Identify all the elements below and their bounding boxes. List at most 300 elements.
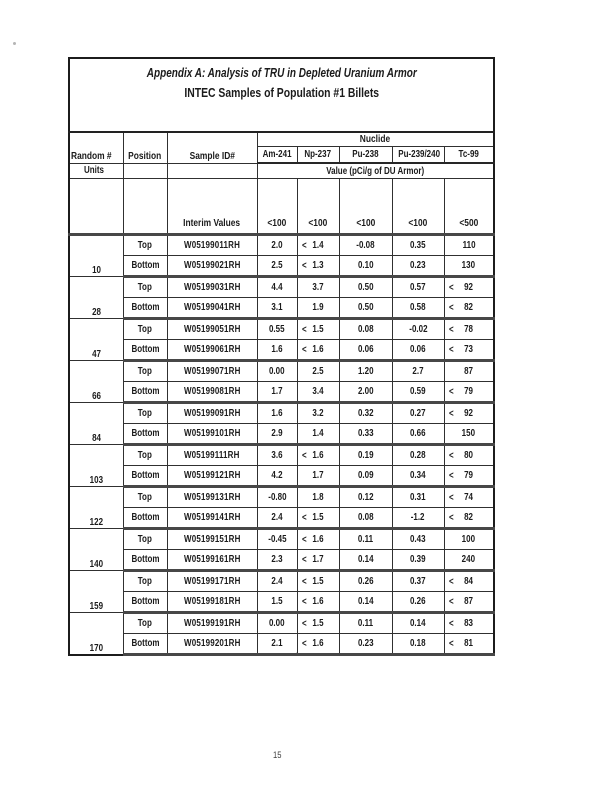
value-text: 82 [464, 512, 474, 523]
value-cell-tc99 [444, 466, 494, 487]
sample-id-text: W05199051RH [183, 324, 241, 335]
sample-id-text: W05199191RH [183, 618, 241, 629]
unit-cell [69, 529, 123, 571]
value-text: 110 [462, 240, 476, 251]
value-cell-am241 [257, 550, 297, 571]
value-cell-np237 [297, 319, 339, 340]
table-subtitle-text: INTEC Samples of Population #1 Billets [184, 84, 379, 100]
value-text: 0.19 [357, 450, 374, 461]
position-text: Top [137, 492, 153, 503]
less-than-flag: < [448, 638, 454, 649]
value-text: 2.5 [312, 366, 324, 377]
position-cell [123, 256, 167, 277]
sample-id-text: W05199181RH [183, 596, 241, 607]
value-text: 3.1 [271, 302, 283, 313]
value-text: 0.00 [269, 366, 285, 377]
value-cell-np237 [297, 298, 339, 319]
table-row [69, 340, 494, 361]
position-cell [123, 550, 167, 571]
less-than-flag: < [448, 470, 454, 481]
value-cell-am241 [257, 298, 297, 319]
position-text: Bottom [131, 638, 159, 649]
value-cell-np237 [297, 466, 339, 487]
value-text: 79 [464, 470, 474, 481]
unit-cell [69, 445, 123, 487]
position-text: Bottom [131, 386, 159, 397]
units-header [69, 163, 123, 179]
less-than-flag: < [448, 344, 454, 355]
value-cell-tc99 [444, 277, 494, 298]
less-than-flag: < [448, 386, 454, 397]
analysis-table [68, 57, 495, 656]
value-text: 100 [462, 534, 476, 545]
value-cell-pu238 [339, 298, 392, 319]
threshold-np237 [297, 179, 339, 235]
value-text: 3.7 [312, 282, 324, 293]
value-cell-pu239-240 [392, 319, 444, 340]
sample-id-cell [167, 445, 257, 466]
value-cell-am241 [257, 508, 297, 529]
value-text: 1.5 [312, 618, 324, 629]
sample-id-text: W05199041RH [183, 302, 241, 313]
value-text: 74 [464, 492, 474, 503]
position-text: Top [137, 534, 153, 545]
unit-number: 10 [91, 265, 101, 276]
appendix-title-text: Appendix A: Analysis of TRU in Depleted Uranium Armor [146, 66, 417, 80]
table-row [69, 529, 494, 550]
value-cell-tc99 [444, 613, 494, 634]
value-cell-am241 [257, 361, 297, 382]
value-text: 92 [464, 282, 474, 293]
value-text: 83 [464, 618, 474, 629]
value-units-caption [257, 163, 494, 179]
nuclide-header-pu238 [339, 147, 392, 164]
value-text: 0.11 [357, 534, 374, 545]
value-cell-tc99 [444, 361, 494, 382]
less-than-flag: < [301, 576, 307, 587]
table-row [69, 319, 494, 340]
sample-id-text: W05199121RH [183, 470, 241, 481]
unit-number: 47 [91, 349, 101, 360]
less-than-flag: < [301, 260, 307, 271]
value-text: 240 [462, 554, 476, 565]
value-text: 0.59 [410, 386, 426, 397]
value-text: 3.6 [271, 450, 283, 461]
less-than-flag: < [301, 240, 307, 251]
unit-number: 103 [89, 475, 103, 486]
value-text: 150 [462, 428, 476, 439]
value-cell-np237 [297, 424, 339, 445]
value-cell-np237 [297, 382, 339, 403]
value-text: 0.26 [410, 596, 426, 607]
value-units-caption-text: Value (pCi/g of DU Armor) [326, 165, 425, 177]
value-text: 3.4 [312, 386, 324, 397]
threshold-pu239-240-text: <100 [408, 217, 428, 230]
sample-id-header [167, 132, 257, 163]
threshold-pu239-240 [392, 179, 444, 235]
position-text: Top [137, 576, 153, 587]
value-cell-pu239-240 [392, 550, 444, 571]
value-cell-np237 [297, 529, 339, 550]
unit-cell [69, 235, 123, 277]
value-text: 82 [464, 302, 474, 313]
value-text: 1.5 [312, 512, 324, 523]
position-text: Top [137, 240, 153, 251]
table-row [69, 382, 494, 403]
value-text: 1.6 [312, 450, 324, 461]
value-text: 4.2 [271, 470, 283, 481]
table-row [69, 235, 494, 256]
sample-id-text: W05199141RH [183, 512, 241, 523]
value-text: 0.28 [410, 450, 426, 461]
position-text: Bottom [131, 428, 159, 439]
table-row [69, 277, 494, 298]
nuclide-header-pu239-240 [392, 147, 444, 164]
sample-id-text: W05199111RH [184, 450, 240, 461]
value-text: -0.80 [267, 492, 287, 503]
nuclide-header-tc99-text: Tc-99 [458, 149, 479, 160]
nuclide-header-pu239-240-text: Pu-239/240 [397, 149, 440, 160]
sample-id-cell [167, 235, 257, 256]
value-cell-pu238 [339, 592, 392, 613]
value-text: 1.7 [312, 470, 324, 481]
position-cell [123, 277, 167, 298]
value-cell-am241 [257, 466, 297, 487]
position-cell [123, 571, 167, 592]
value-cell-pu238 [339, 319, 392, 340]
value-cell-tc99 [444, 634, 494, 655]
value-cell-np237 [297, 445, 339, 466]
value-text: 0.50 [357, 302, 374, 313]
value-cell-tc99 [444, 298, 494, 319]
value-text: 0.33 [357, 428, 374, 439]
value-cell-pu238 [339, 487, 392, 508]
sample-id-cell [167, 403, 257, 424]
page-number-text: 15 [273, 750, 282, 761]
interim-values-label-text: Interim Values [183, 217, 241, 230]
sample-id-text: W05199151RH [183, 534, 241, 545]
value-cell-am241 [257, 235, 297, 256]
table-title-block [69, 58, 494, 132]
value-text: 0.06 [357, 344, 374, 355]
table-row [69, 403, 494, 424]
table-row [69, 508, 494, 529]
empty-cell [123, 163, 167, 179]
value-cell-pu238 [339, 277, 392, 298]
value-text: 1.3 [312, 260, 324, 271]
value-cell-pu238 [339, 403, 392, 424]
interim-values-label [167, 179, 257, 235]
position-text: Top [137, 324, 153, 335]
value-text: 0.39 [410, 554, 426, 565]
position-cell [123, 466, 167, 487]
value-cell-np237 [297, 361, 339, 382]
value-cell-am241 [257, 529, 297, 550]
value-cell-np237 [297, 340, 339, 361]
value-cell-np237 [297, 550, 339, 571]
less-than-flag: < [301, 534, 307, 545]
value-cell-pu239-240 [392, 466, 444, 487]
less-than-flag: < [301, 324, 307, 335]
value-cell-np237 [297, 613, 339, 634]
value-cell-np237 [297, 487, 339, 508]
value-cell-am241 [257, 382, 297, 403]
value-text: 0.58 [410, 302, 426, 313]
less-than-flag: < [301, 450, 307, 461]
value-cell-pu238 [339, 445, 392, 466]
nuclide-header-pu238-text: Pu-238 [352, 149, 379, 160]
data-rows [69, 235, 494, 655]
less-than-flag: < [301, 554, 307, 565]
less-than-flag: < [301, 618, 307, 629]
sample-id-cell [167, 361, 257, 382]
appendix-title [70, 67, 493, 81]
threshold-am241-text: <100 [267, 217, 287, 230]
value-text: 0.14 [357, 596, 374, 607]
sample-id-text: W05199081RH [183, 386, 241, 397]
value-cell-tc99 [444, 340, 494, 361]
value-cell-tc99 [444, 445, 494, 466]
less-than-flag: < [448, 618, 454, 629]
value-cell-pu238 [339, 529, 392, 550]
table-row [69, 487, 494, 508]
position-cell [123, 340, 167, 361]
table-row [69, 613, 494, 634]
position-text: Top [137, 366, 153, 377]
value-text: 130 [462, 260, 476, 271]
value-text: 0.08 [357, 324, 374, 335]
value-text: 0.12 [357, 492, 374, 503]
page-number [272, 750, 312, 761]
table-row [69, 424, 494, 445]
value-text: 0.23 [357, 638, 374, 649]
less-than-flag: < [301, 344, 307, 355]
position-text: Top [137, 282, 153, 293]
sample-id-text: W05199021RH [183, 260, 241, 271]
table-row [69, 256, 494, 277]
position-cell [123, 235, 167, 256]
position-cell [123, 445, 167, 466]
value-text: 80 [464, 450, 474, 461]
sample-id-text: W05199071RH [183, 366, 241, 377]
value-cell-np237 [297, 592, 339, 613]
value-cell-am241 [257, 319, 297, 340]
sample-id-cell [167, 382, 257, 403]
unit-number: 28 [91, 307, 101, 318]
table-row [69, 550, 494, 571]
value-cell-tc99 [444, 508, 494, 529]
value-cell-pu239-240 [392, 235, 444, 256]
value-text: 0.27 [410, 408, 426, 419]
unit-cell [69, 277, 123, 319]
value-text: 3.2 [312, 408, 324, 419]
value-text: 0.34 [410, 470, 426, 481]
value-text: 0.06 [410, 344, 426, 355]
position-cell [123, 319, 167, 340]
less-than-flag: < [448, 302, 454, 313]
value-cell-tc99 [444, 256, 494, 277]
value-text: 0.37 [410, 576, 426, 587]
value-text: 0.14 [357, 554, 374, 565]
value-text: 0.23 [410, 260, 426, 271]
value-text: 0.66 [410, 428, 426, 439]
scan-artifact [13, 42, 16, 45]
value-text: 0.35 [410, 240, 426, 251]
position-cell [123, 403, 167, 424]
value-text: 81 [464, 638, 474, 649]
value-cell-tc99 [444, 403, 494, 424]
nuclide-header-am241 [257, 147, 297, 164]
value-cell-tc99 [444, 571, 494, 592]
table-row [69, 445, 494, 466]
value-cell-pu238 [339, 361, 392, 382]
value-cell-am241 [257, 424, 297, 445]
position-text: Bottom [131, 512, 159, 523]
value-text: 2.7 [412, 366, 424, 377]
position-text: Top [137, 618, 153, 629]
empty-cell [69, 179, 123, 235]
value-text: 1.5 [271, 596, 283, 607]
value-cell-np237 [297, 403, 339, 424]
value-cell-am241 [257, 634, 297, 655]
nuclide-group-header-text: Nuclide [360, 132, 391, 145]
value-cell-pu239-240 [392, 487, 444, 508]
value-text: 1.6 [271, 344, 283, 355]
value-cell-pu238 [339, 508, 392, 529]
value-text: 79 [464, 386, 474, 397]
value-text: 0.00 [269, 618, 285, 629]
value-text: 1.5 [312, 324, 324, 335]
position-cell [123, 508, 167, 529]
sample-id-cell [167, 571, 257, 592]
value-cell-pu238 [339, 613, 392, 634]
nuclide-header-am241-text: Am-241 [262, 149, 292, 160]
units-header-text: Units [83, 165, 104, 177]
value-text: 1.9 [312, 302, 324, 313]
value-text: 1.4 [312, 428, 324, 439]
position-cell [123, 361, 167, 382]
position-text: Bottom [131, 554, 159, 565]
sample-id-header-text: Sample ID# [189, 149, 235, 162]
value-text: 1.6 [271, 408, 283, 419]
value-text: 0.10 [357, 260, 374, 271]
value-text: 0.18 [410, 638, 426, 649]
value-cell-tc99 [444, 235, 494, 256]
value-text: 0.14 [410, 618, 426, 629]
unit-number: 140 [89, 559, 103, 570]
random-number-header [69, 132, 123, 163]
value-text: 0.11 [357, 618, 374, 629]
position-cell [123, 424, 167, 445]
value-text: 0.09 [357, 470, 374, 481]
position-header [123, 132, 167, 163]
value-cell-pu239-240 [392, 361, 444, 382]
value-cell-pu239-240 [392, 340, 444, 361]
less-than-flag: < [301, 638, 307, 649]
value-text: -0.08 [356, 240, 375, 251]
value-cell-pu239-240 [392, 256, 444, 277]
table-header [69, 58, 494, 235]
value-text: 0.57 [410, 282, 426, 293]
value-text: 0.50 [357, 282, 374, 293]
value-text: 2.3 [271, 554, 283, 565]
random-number-header-text: Random # [70, 149, 112, 162]
value-text: 73 [464, 344, 474, 355]
unit-number: 159 [89, 601, 103, 612]
value-cell-pu239-240 [392, 508, 444, 529]
sample-id-cell [167, 613, 257, 634]
value-cell-tc99 [444, 382, 494, 403]
value-cell-np237 [297, 235, 339, 256]
sample-id-text: W05199171RH [183, 576, 241, 587]
value-cell-am241 [257, 403, 297, 424]
value-text: 1.6 [312, 596, 324, 607]
value-cell-pu238 [339, 424, 392, 445]
threshold-np237-text: <100 [308, 217, 328, 230]
less-than-flag: < [448, 512, 454, 523]
value-cell-tc99 [444, 487, 494, 508]
value-cell-pu239-240 [392, 529, 444, 550]
table-row [69, 298, 494, 319]
nuclide-group-header [257, 132, 494, 147]
value-cell-am241 [257, 571, 297, 592]
value-text: 0.26 [357, 576, 374, 587]
value-text: -0.02 [408, 324, 428, 335]
value-text: 0.32 [357, 408, 374, 419]
value-text: 78 [464, 324, 474, 335]
empty-cell [123, 179, 167, 235]
unit-number: 66 [91, 391, 101, 402]
sample-id-cell [167, 592, 257, 613]
sample-id-cell [167, 634, 257, 655]
unit-number: 122 [89, 517, 103, 528]
value-text: 1.7 [312, 554, 324, 565]
value-text: 92 [464, 408, 474, 419]
value-text: 2.9 [271, 428, 283, 439]
nuclide-header-np237 [297, 147, 339, 164]
value-cell-pu238 [339, 340, 392, 361]
position-cell [123, 529, 167, 550]
less-than-flag: < [448, 596, 454, 607]
sample-id-text: W05199031RH [183, 282, 241, 293]
sample-id-text: W05199011RH [183, 240, 241, 251]
value-cell-tc99 [444, 319, 494, 340]
value-text: 2.4 [271, 512, 283, 523]
unit-cell [69, 403, 123, 445]
less-than-flag: < [448, 576, 454, 587]
value-cell-tc99 [444, 550, 494, 571]
sample-id-text: W05199091RH [183, 408, 241, 419]
table-row [69, 592, 494, 613]
sample-id-cell [167, 277, 257, 298]
unit-cell [69, 361, 123, 403]
position-text: Bottom [131, 596, 159, 607]
value-cell-pu238 [339, 256, 392, 277]
position-cell [123, 382, 167, 403]
threshold-pu238 [339, 179, 392, 235]
value-cell-pu238 [339, 634, 392, 655]
value-cell-pu239-240 [392, 445, 444, 466]
header-row-nuclide-group [69, 132, 494, 147]
less-than-flag: < [448, 282, 454, 293]
value-cell-pu239-240 [392, 403, 444, 424]
sample-id-cell [167, 487, 257, 508]
value-text: 0.08 [357, 512, 374, 523]
value-text: 2.1 [271, 638, 283, 649]
sample-id-cell [167, 466, 257, 487]
position-cell [123, 298, 167, 319]
empty-cell [167, 163, 257, 179]
